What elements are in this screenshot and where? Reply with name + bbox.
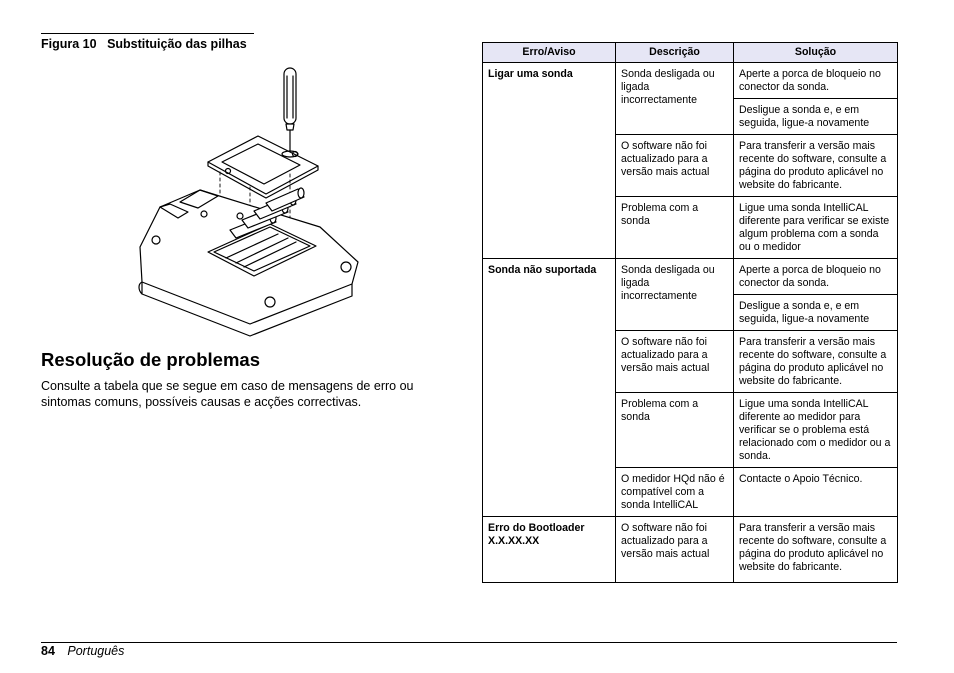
footer-divider bbox=[41, 642, 897, 643]
solution-cell: Desligue a sonda e, e em seguida, ligue-a novamente bbox=[734, 295, 898, 331]
description-cell: O software não foi actualizado para a versão mais actual bbox=[616, 517, 734, 583]
solution-cell: Contacte o Apoio Técnico. bbox=[734, 468, 898, 517]
footer-language: Português bbox=[67, 644, 125, 658]
figure-title: Substituição das pilhas bbox=[107, 37, 247, 51]
page-footer bbox=[41, 644, 124, 658]
section-intro: Consulte a tabela que se segue em caso de mensagens de erro ou sintomas comuns, possíveis causas e acções correctivas. bbox=[41, 379, 414, 409]
description-cell: O medidor HQd não é compatível com a sonda IntelliCAL bbox=[616, 468, 734, 517]
error-cell: Erro do Bootloader X.X.XX.XX bbox=[483, 517, 616, 583]
table-row bbox=[483, 517, 898, 583]
solution-cell: Ligue uma sonda IntelliCAL diferente ao medidor para verificar se o problema está relacionado com o medidor ou a sonda. bbox=[734, 393, 898, 468]
figure-number: Figura 10 bbox=[41, 37, 97, 51]
table-row bbox=[483, 259, 898, 295]
solution-cell: Para transferir a versão mais recente do software, consulte a página do produto aplicável no website do fabricante. bbox=[734, 517, 898, 583]
column-header-description: Descrição bbox=[616, 43, 734, 63]
table-row bbox=[483, 63, 898, 99]
column-header-error: Erro/Aviso bbox=[483, 43, 616, 63]
description-cell: O software não foi actualizado para a versão mais actual bbox=[616, 331, 734, 393]
description-cell: Problema com a sonda bbox=[616, 197, 734, 259]
solution-cell: Aperte a porca de bloqueio no conector da sonda. bbox=[734, 259, 898, 295]
section-title: Resolução de problemas bbox=[41, 349, 260, 370]
description-cell: Sonda desligada ou ligada incorrectamente bbox=[616, 63, 734, 135]
page-number: 84 bbox=[41, 644, 55, 658]
error-cell: Ligar uma sonda bbox=[483, 63, 616, 259]
description-cell: Problema com a sonda bbox=[616, 393, 734, 468]
solution-cell: Ligue uma sonda IntelliCAL diferente para verificar se existe algum problema com a sonda ou o medidor bbox=[734, 197, 898, 259]
column-header-solution: Solução bbox=[734, 43, 898, 63]
solution-cell: Desligue a sonda e, e em seguida, ligue-a novamente bbox=[734, 99, 898, 135]
solution-cell: Aperte a porca de bloqueio no conector da sonda. bbox=[734, 63, 898, 99]
description-cell: Sonda desligada ou ligada incorrectamente bbox=[616, 259, 734, 331]
description-cell: O software não foi actualizado para a versão mais actual bbox=[616, 135, 734, 197]
battery-replacement-illustration bbox=[130, 62, 370, 352]
table-header-row bbox=[483, 43, 898, 63]
solution-cell: Para transferir a versão mais recente do software, consulte a página do produto aplicável no website do fabricante. bbox=[734, 135, 898, 197]
solution-cell: Para transferir a versão mais recente do software, consulte a página do produto aplicável no website do fabricante. bbox=[734, 331, 898, 393]
figure-caption bbox=[41, 33, 254, 51]
meter-body-icon bbox=[139, 190, 358, 336]
error-cell: Sonda não suportada bbox=[483, 259, 616, 517]
troubleshooting-table bbox=[482, 42, 898, 583]
